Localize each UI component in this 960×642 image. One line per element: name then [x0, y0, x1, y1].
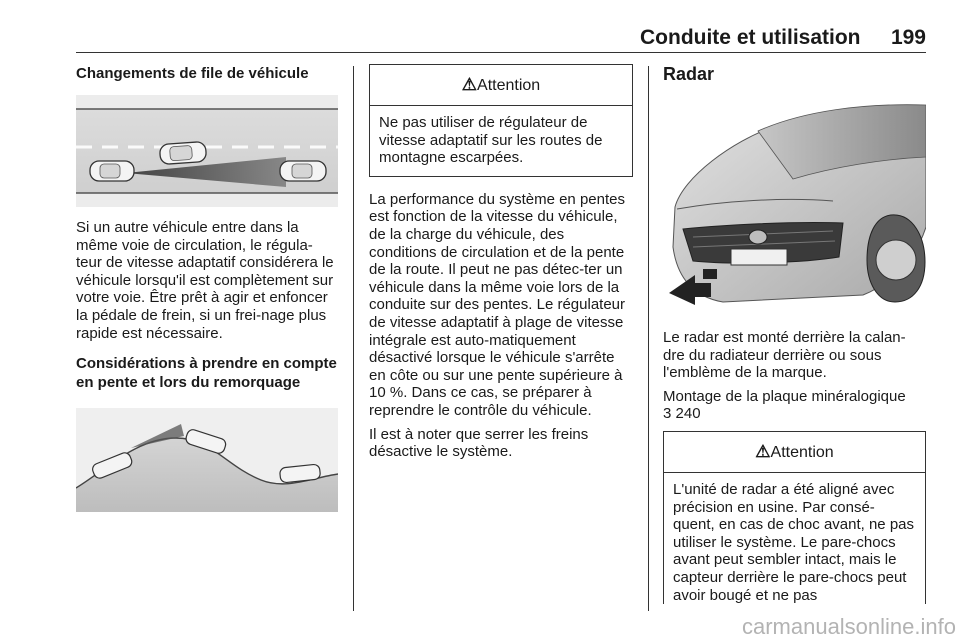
warning-triangle-icon: ⚠ — [755, 441, 771, 461]
column-right — [663, 64, 926, 604]
car-merging — [159, 141, 206, 164]
car-own — [90, 161, 134, 181]
slope-illustration — [76, 408, 338, 512]
para-brakes: Il est à noter que serrer les freins désactive le système. — [369, 425, 589, 461]
warning-box-mountain — [369, 64, 633, 177]
link-plate-mounting[interactable]: Montage de la plaque minéralogique — [663, 387, 906, 405]
warning-header — [370, 65, 632, 106]
warning-box-radar — [663, 431, 926, 604]
para-lane-change: Si un autre véhicule entre dans la même voie de circulation, le régula-teur de vitesse adaptatif considérera le véhicule lorsqu'il est complètement sur votre voie. Être prêt à agir et enfoncer la pédale de frein, si un frei-nage plus rapide est nécessaire. — [76, 219, 334, 342]
radar-sensor-icon — [703, 269, 717, 279]
column-divider-2 — [648, 66, 649, 611]
heading-slope-towing: Considérations à prendre en compte en pente et lors du remorquage — [76, 355, 337, 392]
warning-title: Attention — [477, 77, 541, 94]
page-number: 199 — [890, 26, 926, 49]
header-divider — [76, 52, 926, 53]
watermark: carmanualsonline.info — [741, 614, 956, 639]
car-ahead — [280, 161, 326, 181]
warning-text: Ne pas utiliser de régulateur de vitesse adaptatif sur les routes de montagne escarpées. — [379, 114, 603, 167]
column-left — [76, 64, 338, 512]
column-divider-1 — [353, 66, 354, 611]
cross-reference[interactable]: 3 240 — [663, 405, 701, 423]
column-middle — [369, 64, 633, 461]
warning-header — [664, 432, 925, 473]
page-header-title: Conduite et utilisation — [640, 26, 861, 49]
para-radar-location: Le radar est monté derrière la calan-dre du radiateur derrière ou sous l'emblème de la marque. — [663, 329, 906, 382]
warning-title: Attention — [770, 443, 834, 461]
warning-triangle-icon: ⚠ — [461, 75, 478, 94]
para-slope-performance: La performance du système en pentes est fonction de la vitesse du véhicule, de la charge du véhicule, des conditions de circulation et de la pente de la route. Il peut ne pas détec-ter un véhicule dans la même voie lors de la conduite sur des pentes. Le régulateur de vitesse adaptatif à plage de vitesse intégrale est auto-matiquement désactivé lorsque le véhicule s'arrête en côte ou sur une pente supérieure à 10 %. Dans ce cas, se préparer à reprendre le contrôle du véhicule. — [369, 190, 626, 419]
heading-radar: Radar — [663, 64, 715, 84]
heading-lane-change: Changements de file de véhicule — [76, 65, 309, 82]
lane-change-illustration — [76, 95, 338, 207]
warning-text: L'unité de radar a été aligné avec précision en usine. Par consé-quent, en cas de choc avant, ne pas utiliser le système. Le pare-chocs avant peut sembler intact, mais le capteur derrière le pare-chocs peut avoir bougé et ne pas — [673, 480, 915, 604]
radar-car-illustration — [663, 97, 926, 309]
